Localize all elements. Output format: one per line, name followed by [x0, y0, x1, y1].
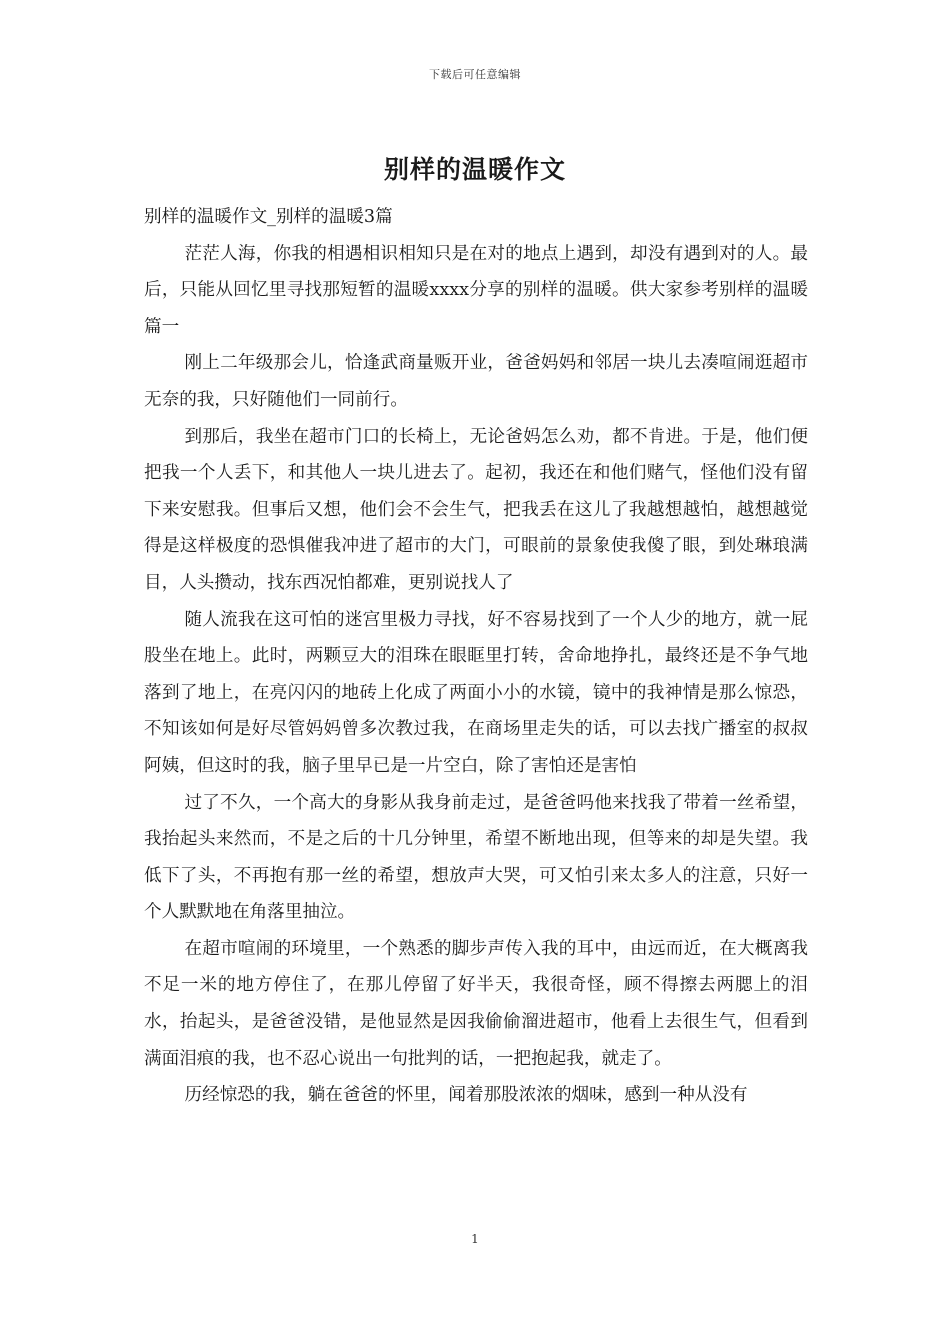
page-number: 1: [471, 1232, 479, 1246]
document-subtitle: 别样的温暖作文_别样的温暖3篇: [144, 207, 393, 227]
paragraph: 历经惊恐的我，躺在爸爸的怀里，闻着那股浓浓的烟味，感到一种从没有: [184, 1085, 748, 1106]
paragraph: 过了不久，一个高大的身影从我身前走过，是爸爸吗他来找我了带着一丝希望，我抬起头来然而，不是之后的十几分钟里，希望不断地出现，但等来的却是失望。我低下了头，不再抱有那一丝的希望，想放声大哭，可又怕引来太多人的注意，只好一个人默默地在角落里抽泣。: [144, 792, 808, 923]
paragraph: 到那后，我坐在超市门口的长椅上，无论爸妈怎么劝，都不肯进。于是，他们便把我一个人丢下，和其他人一块儿进去了。起初，我还在和他们赌气，怪他们没有留下来安慰我。但事后又想，他们会不会生气，把我丢在这儿了我越想越怕，越想越觉得是这样极度的恐惧催我冲进了超市的大门，可眼前的景象使我傻了眼，到处琳琅满目，人头攒动，找东西况怕都难，更别说找人了: [144, 426, 808, 593]
document-title: 别样的温暖作文: [383, 155, 566, 184]
paragraph: 刚上二年级那会儿，恰逢武商量贩开业，爸爸妈妈和邻居一块儿去凑喧闹逛超市无奈的我，只好随他们一同前行。: [144, 353, 808, 410]
header-note: 下载后可任意编辑: [429, 68, 521, 81]
document-body: [144, 199, 808, 1114]
paragraph: 随人流我在这可怕的迷宫里极力寻找，好不容易找到了一个人少的地方，就一屁股坐在地上。此时，两颗豆大的泪珠在眼眶里打转，舍命地挣扎，最终还是不争气地落到了地上，在亮闪闪的地砖上化成了两面小小的水镜，镜中的我神情是那么惊恐，不知该如何是好尽管妈妈曾多次教过我，在商场里走失的话，可以去找广播室的叔叔阿姨，但这时的我，脑子里早已是一片空白，除了害怕还是害怕: [144, 609, 808, 776]
paragraph: 茫茫人海，你我的相遇相识相知只是在对的地点上遇到，却没有遇到对的人。最后，只能从回忆里寻找那短暂的温暖xxxx分享的别样的温暖。供大家参考别样的温暖篇一: [144, 243, 808, 337]
paragraph: 在超市喧闹的环境里，一个熟悉的脚步声传入我的耳中，由远而近，在大概离我不足一米的地方停住了，在那儿停留了好半天，我很奇怪，顾不得擦去两腮上的泪水，抬起头，是爸爸没错，是他显然是因我偷偷溜进超市，他看上去很生气，但看到满面泪痕的我，也不忍心说出一句批判的话，一把抱起我，就走了。: [144, 938, 808, 1069]
